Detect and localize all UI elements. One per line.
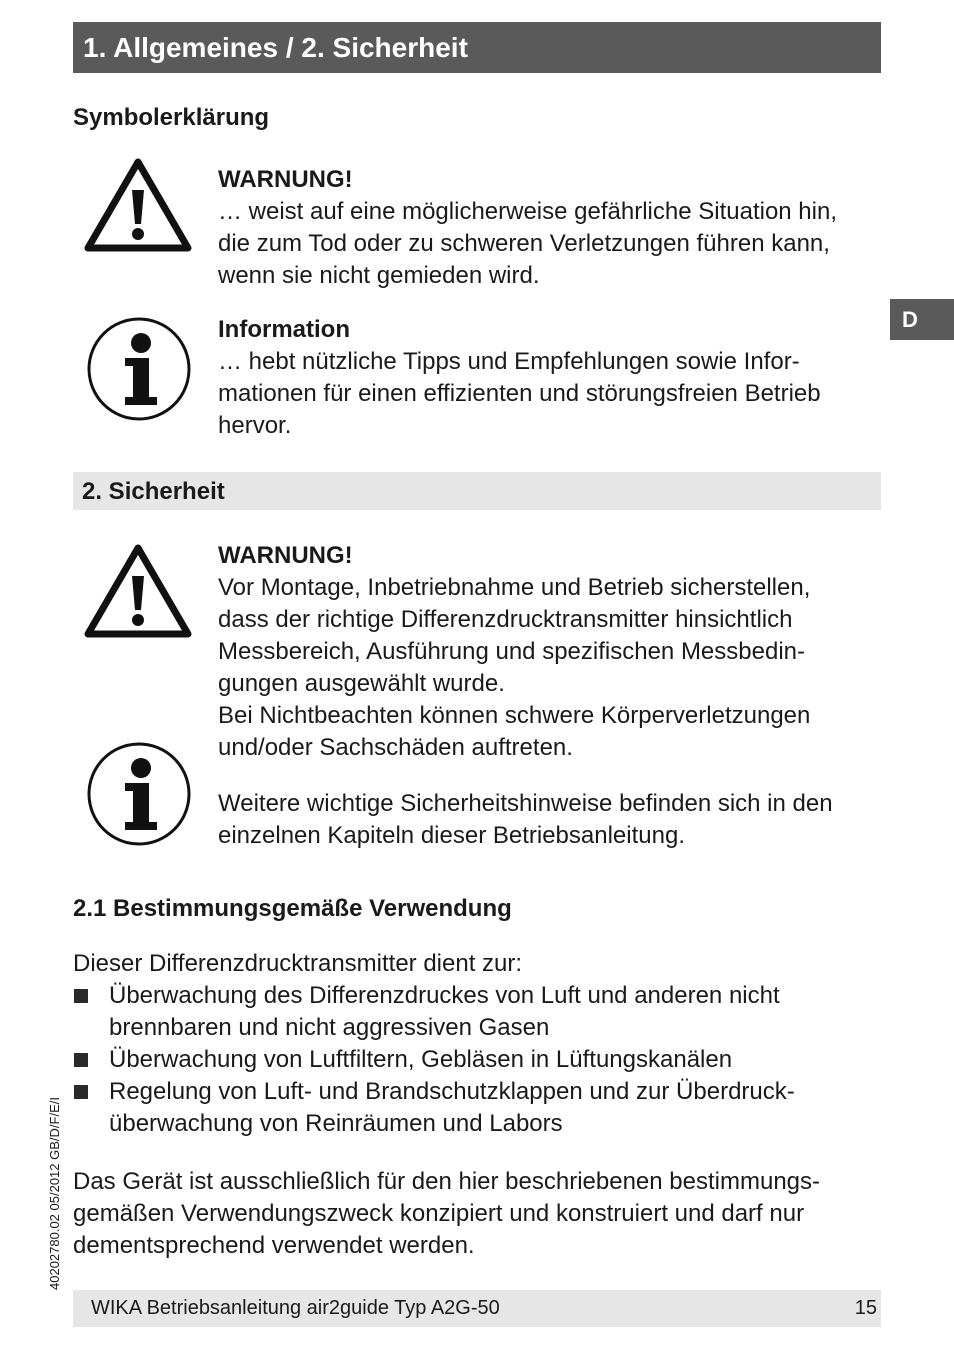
- text-line: dementsprechend verwendet werden.: [73, 1232, 475, 1259]
- safety-warning-title: WARNUNG!: [218, 542, 353, 569]
- text-line: Überwachung von Luftfiltern, Gebläsen in Lüftungskanälen: [109, 1046, 733, 1073]
- symbols-warning-title: WARNUNG!: [218, 166, 353, 193]
- text-line: die zum Tod oder zu schweren Verletzungen führen kann,: [218, 230, 830, 257]
- document-code: 40202780.02 05/2012 GB/D/F/E/I: [47, 1097, 62, 1290]
- intended-use-list: [73, 980, 883, 1140]
- text-line: brennbaren und nicht aggressiven Gasen: [109, 1014, 550, 1041]
- bullet-square-icon: [74, 989, 88, 1003]
- text-line: Regelung von Luft- und Brandschutzklappen und zur Überdruck-: [109, 1078, 795, 1105]
- text-line: Weitere wichtige Sicherheitshinweise befinden sich in den: [218, 790, 833, 817]
- list-item: [73, 1076, 883, 1140]
- safety-info-block: [218, 788, 888, 852]
- intended-use-heading: 2.1 Bestimmungsgemäße Verwendung: [73, 895, 512, 922]
- safety-section-heading: 2. Sicherheit: [73, 472, 881, 510]
- text-line: dass der richtige Differenzdrucktransmitter hinsichtlich: [218, 606, 793, 633]
- bullet-square-icon: [74, 1053, 88, 1067]
- text-line: hervor.: [218, 412, 292, 439]
- page-footer: [73, 1290, 881, 1327]
- list-item: [73, 1044, 883, 1076]
- symbols-heading: Symbolerklärung: [73, 104, 270, 131]
- intended-use-intro: Dieser Differenzdrucktransmitter dient zur:: [73, 950, 523, 977]
- text-line: gemäßen Verwendungszweck konzipiert und konstruiert und darf nur: [73, 1200, 805, 1227]
- page-header: 1. Allgemeines / 2. Sicherheit: [73, 22, 881, 73]
- text-line: Überwachung des Differenzdruckes von Luft und anderen nicht: [109, 982, 780, 1009]
- text-line: … weist auf eine möglicherweise gefährliche Situation hin,: [218, 198, 837, 225]
- information-icon: [85, 740, 193, 848]
- safety-warning-block: [218, 540, 888, 764]
- text-line: mationen für einen effizienten und störungsfreien Betrieb: [218, 380, 821, 407]
- text-line: … hebt nützliche Tipps und Empfehlungen sowie Infor-: [218, 348, 800, 375]
- intended-use-closing: [73, 1166, 883, 1262]
- bullet-square-icon: [74, 1085, 88, 1099]
- text-line: gungen ausgewählt wurde.: [218, 670, 505, 697]
- intended-use-body: [73, 948, 883, 1140]
- symbols-information-block: [218, 314, 888, 442]
- text-line: wenn sie nicht gemieden wird.: [218, 262, 540, 289]
- footer-title: WIKA Betriebsanleitung air2guide Typ A2G-50: [91, 1297, 500, 1319]
- symbols-warning-block: [218, 164, 888, 292]
- symbols-information-title: Information: [218, 316, 350, 343]
- warning-triangle-icon: [84, 538, 192, 646]
- warning-triangle-icon: [84, 152, 192, 260]
- text-line: Das Gerät ist ausschließlich für den hier beschriebenen bestimmungs-: [73, 1168, 821, 1195]
- information-icon: [85, 315, 193, 423]
- list-item: [73, 980, 883, 1044]
- text-line: einzelnen Kapiteln dieser Betriebsanleitung.: [218, 822, 685, 849]
- text-line: Messbereich, Ausführung und spezifischen Messbedin-: [218, 638, 805, 665]
- text-line: überwachung von Reinräumen und Labors: [109, 1110, 563, 1137]
- language-tab: D: [890, 299, 954, 340]
- page-number: 15: [854, 1297, 877, 1319]
- text-line: Bei Nichtbeachten können schwere Körperverletzungen: [218, 702, 811, 729]
- text-line: Vor Montage, Inbetriebnahme und Betrieb sicherstellen,: [218, 574, 811, 601]
- text-line: und/oder Sachschäden auftreten.: [218, 734, 573, 761]
